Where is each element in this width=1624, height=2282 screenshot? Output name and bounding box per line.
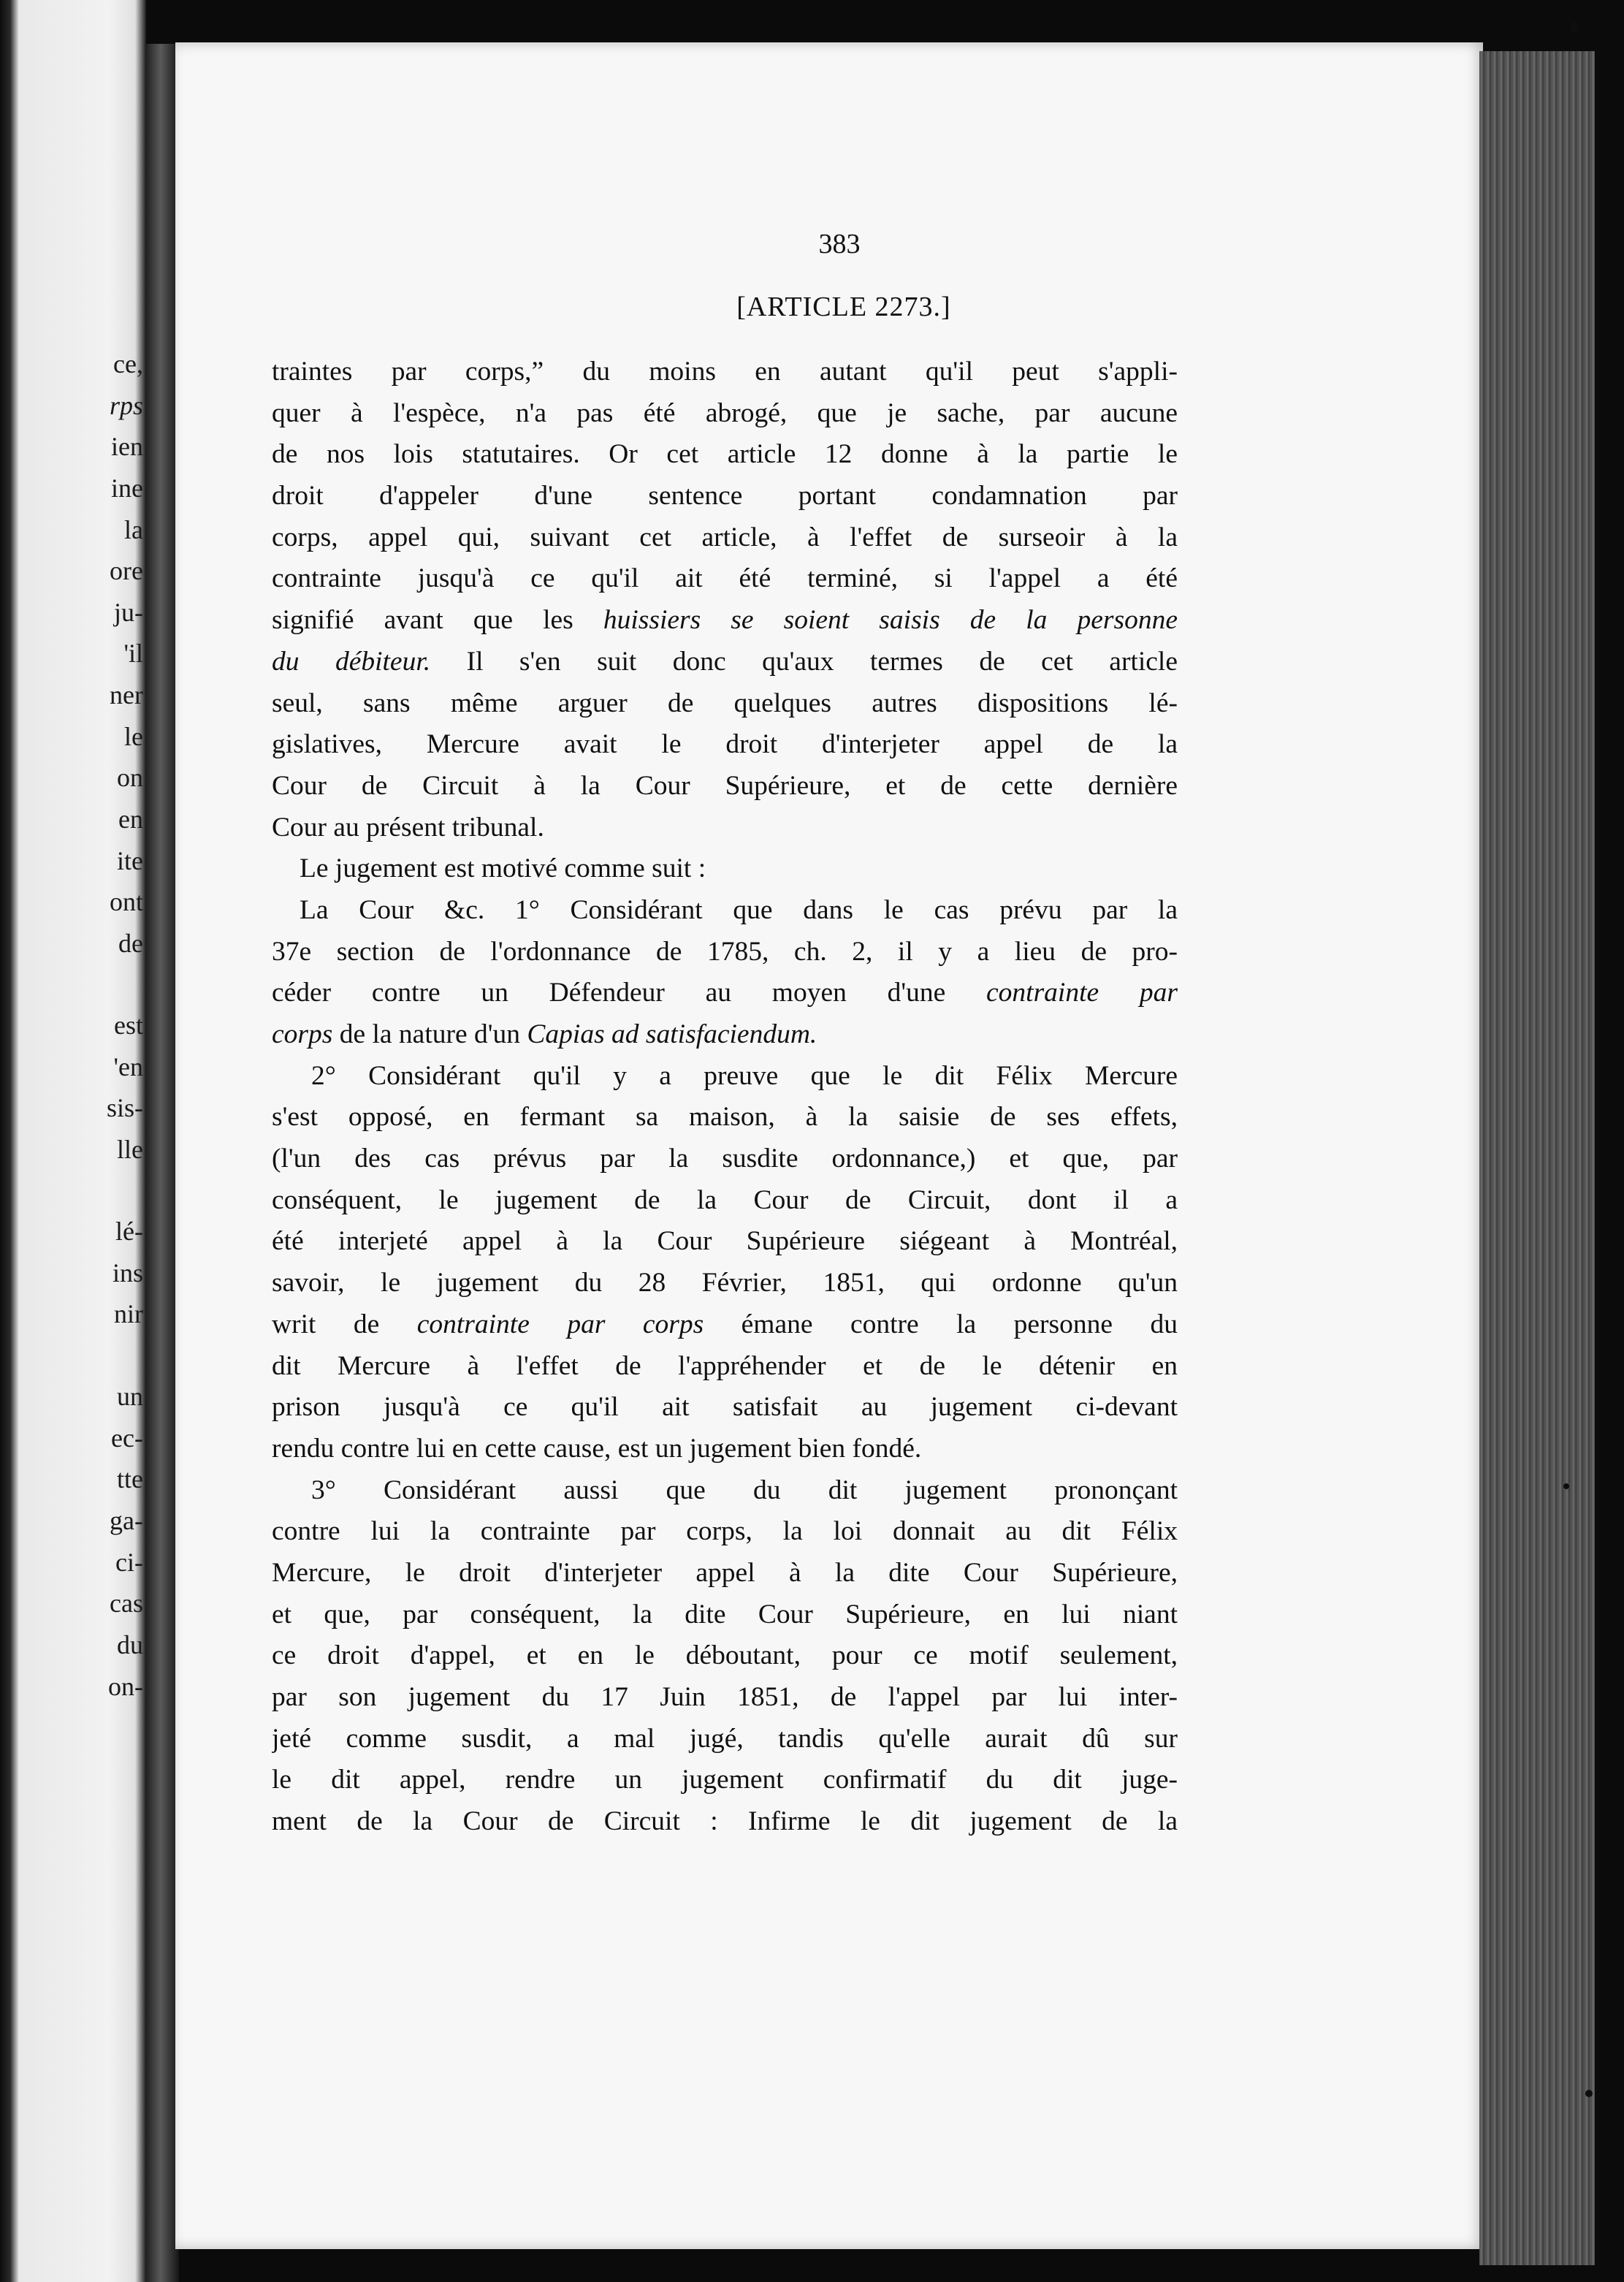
text-line: ment de la Cour de Circuit : Infirme le dit jugement de la — [272, 1806, 1178, 1837]
text-line: rendu contre lui en cette cause, est un jugement bien fondé. — [272, 1433, 922, 1464]
text-line: de nos lois statutaires. Or cet article 12 donne à la partie le — [272, 439, 1178, 470]
text-line: gislatives, Mercure avait le droit d'interjeter appel de la — [272, 729, 1178, 760]
left-page-text-fragment: ner — [110, 680, 143, 710]
italic-text: contrainte par corps — [416, 1309, 704, 1339]
left-page-text-fragment: est — [114, 1011, 143, 1040]
text-line: s'est opposé, en fermant sa maison, à la saisie de ses effets, — [272, 1102, 1178, 1133]
left-page-text-fragment: sis- — [106, 1093, 143, 1122]
page-edges — [1479, 51, 1624, 2265]
text-line: (l'un des cas prévus par la susdite ordonnance,) et que, par — [272, 1144, 1178, 1174]
left-page-text-fragment: ine — [111, 473, 143, 503]
text-line: droit d'appeler d'une sentence portant condamnation par — [272, 481, 1178, 511]
text-line: savoir, le jugement du 28 Février, 1851, qui ordonne qu'un — [272, 1268, 1178, 1298]
left-page-text-fragment: de — [118, 929, 143, 958]
italic-text: Capias ad satisfaciendum. — [527, 1019, 817, 1049]
italic-text: du débiteur. — [272, 646, 431, 677]
text-line: contre lui la contrainte par corps, la loi donnait au dit Félix — [272, 1516, 1178, 1547]
left-page-text-fragment: ite — [117, 846, 143, 875]
text-line: ce droit d'appel, et en le déboutant, pour ce motif seulement, — [272, 1640, 1178, 1671]
text-line: quer à l'espèce, n'a pas été abrogé, que je sache, par aucune — [272, 398, 1178, 428]
left-page-text-fragment: la — [124, 515, 143, 544]
left-page-text-fragment: on- — [108, 1672, 143, 1701]
left-page-fragment — [0, 0, 146, 2282]
left-page-text-fragment: rps — [109, 391, 143, 420]
left-page-text-fragment: 'il — [123, 639, 143, 668]
text-line: et que, par conséquent, la dite Cour Supérieure, en lui niant — [272, 1599, 1178, 1629]
text-line: été interjeté appel à la Cour Supérieure siégeant à Montréal, — [272, 1226, 1178, 1257]
text-line — [272, 973, 1178, 1014]
left-page-text-fragment: lé- — [115, 1217, 143, 1246]
left-page-text-fragment: ci- — [115, 1548, 143, 1577]
text-line: 3° Considérant aussi que du dit jugement prononçant — [311, 1475, 1178, 1505]
text-run: writ de — [272, 1309, 417, 1339]
text-run: céder contre un Défendeur au moyen d'une — [272, 978, 987, 1008]
left-page-text-fragment: tte — [117, 1464, 143, 1494]
text-line: Mercure, le droit d'interjeter appel à la dite Cour Supérieure, — [272, 1557, 1178, 1588]
text-line — [272, 642, 1178, 683]
body-text — [272, 351, 1178, 1843]
text-line: conséquent, le jugement de la Cour de Circuit, dont il a — [272, 1184, 1178, 1215]
text-line: Cour au présent tribunal. — [272, 812, 544, 843]
italic-text: corps — [272, 1019, 333, 1049]
left-page-text-fragment: le — [124, 722, 143, 751]
text-line — [272, 1304, 1178, 1346]
left-page-text-fragment: ore — [110, 556, 143, 585]
left-page-text-fragment: ien — [111, 432, 143, 461]
scan-speck — [1571, 22, 1578, 32]
left-page-text-fragment: un — [117, 1382, 143, 1411]
text-line: 2° Considérant qu'il y a preuve que le dit Félix Mercure — [311, 1060, 1178, 1091]
left-page-text-fragment: ju- — [114, 598, 143, 627]
italic-text: contrainte par — [986, 978, 1178, 1008]
scan-speck — [1585, 2090, 1593, 2097]
text-line: contrainte jusqu'à ce qu'il ait été terminé, si l'appel a été — [272, 563, 1178, 594]
left-page-text-fragment: en — [118, 805, 143, 834]
text-line: 37e section de l'ordonnance de 1785, ch. 2, il y a lieu de pro- — [272, 936, 1178, 967]
text-run: émane contre la personne du — [704, 1309, 1178, 1339]
article-heading: [ARTICLE 2273.] — [736, 292, 951, 322]
left-page-text-fragment: ins — [112, 1258, 143, 1288]
left-page-text-fragment: cas — [110, 1589, 143, 1618]
left-page-text-fragment: lle — [117, 1135, 143, 1164]
text-line — [272, 1014, 1178, 1056]
text-run: de la nature d'un — [332, 1019, 527, 1049]
text-line: par son jugement du 17 Juin 1851, de l'appel par lui inter- — [272, 1682, 1178, 1712]
text-line: seul, sans même arguer de quelques autres dispositions lé- — [272, 688, 1178, 718]
text-run: Il s'en suit donc qu'aux termes de cet article — [430, 646, 1178, 677]
left-page-text-fragment: du — [117, 1630, 143, 1659]
left-page-text-fragment: ont — [109, 887, 143, 916]
left-page-text-fragment: nir — [114, 1299, 143, 1328]
scan-speck — [1563, 1483, 1569, 1489]
left-page-text-fragment: on — [117, 763, 143, 792]
text-line — [272, 600, 1178, 642]
text-line: traintes par corps,” du moins en autant qu'il peut s'appli- — [272, 357, 1178, 387]
italic-text: huissiers se soient saisis de la personne — [603, 605, 1178, 636]
text-line: prison jusqu'à ce qu'il ait satisfait au jugement ci-devant — [272, 1392, 1178, 1423]
text-line: Cour de Circuit à la Cour Supérieure, et de cette dernière — [272, 770, 1178, 801]
left-page-text-fragment: ce, — [113, 349, 143, 379]
text-line: dit Mercure à l'effet de l'appréhender et de le détenir en — [272, 1350, 1178, 1381]
text-line: le dit appel, rendre un jugement confirmatif du dit juge- — [272, 1765, 1178, 1795]
text-line: Le jugement est motivé comme suit : — [300, 853, 706, 884]
text-line: corps, appel qui, suivant cet article, à l'effet de surseoir à la — [272, 522, 1178, 552]
left-page-text-fragment: ga- — [110, 1506, 143, 1535]
text-line: jeté comme susdit, a mal jugé, tandis qu'elle aurait dû sur — [272, 1723, 1178, 1754]
left-page-text-fragment: ec- — [111, 1423, 143, 1453]
left-page-text-fragment: 'en — [113, 1052, 143, 1081]
book-gutter — [146, 44, 179, 2282]
text-run: signifié avant que les — [272, 605, 603, 636]
page-number: 383 — [818, 229, 861, 259]
text-line: La Cour &c. 1° Considérant que dans le cas prévu par la — [300, 894, 1178, 925]
